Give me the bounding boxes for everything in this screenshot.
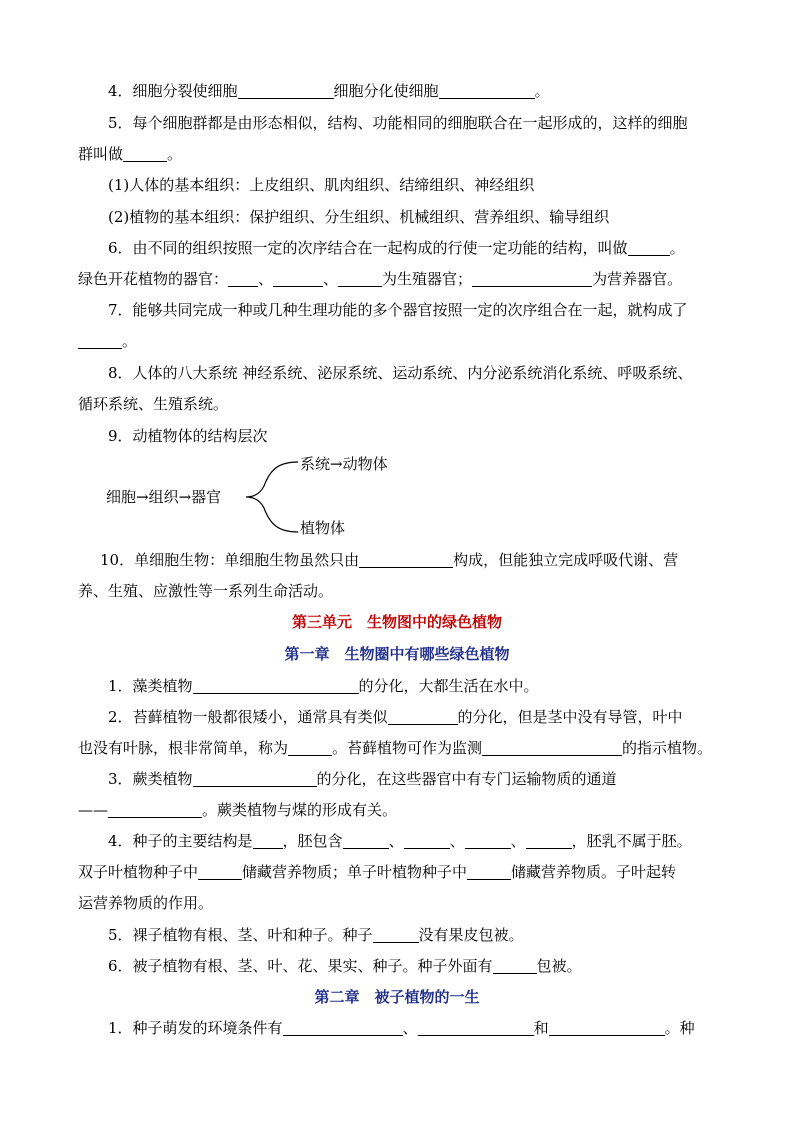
blank [439,83,535,99]
ch2-q1: 1．种子萌发的环境条件有 、 和 。种 [108,1019,695,1037]
blank [493,958,537,974]
blank [193,771,317,787]
blank [388,709,458,725]
item-10-line1: 10．单细胞生物：单细胞生物虽然只由 构成，但能独立完成呼吸代谢、营 [100,551,679,569]
blank [288,740,332,756]
blank [526,833,572,849]
blank [628,240,670,256]
item-8-line1: 8．人体的八大系统 神经系统、泌尿系统、运动系统、内分泌系统消化系统、呼吸系统、 [108,364,693,382]
ch1-q4-line1: 4．种子的主要结构是 ，胚包含 、 、 、 ，胚乳不属于胚。 [108,832,692,850]
item-6-line1: 6．由不同的组织按照一定的次序结合在一起构成的行使一定功能的结构，叫做 。 [108,239,685,257]
ch1-q3-line2: —— 。蕨类植物与煤的形成有关。 [78,801,398,819]
item-10-line2: 养、生殖、应激性等一系列生命活动。 [78,582,334,600]
item-5-line1: 5．每个细胞群都是由形态相似，结构、功能相同的细胞联合在一起形成的，这样的细胞 [108,114,688,132]
blank [467,864,511,880]
item-5-sub1: (1)人体的基本组织：上皮组织、肌肉组织、结缔组织、神经组织 [108,176,535,194]
item-6-line2: 绿色开花植物的器官： 、 、 为生殖器官； 为营养器官。 [78,270,683,288]
blank [359,552,453,568]
chapter-2-heading: 第二章 被子植物的一生 [314,988,480,1006]
item-9-title: 9．动植物体的结构层次 [108,427,268,445]
blank [228,271,258,287]
ch1-q1: 1．藻类植物 的分化，大都生活在水中。 [108,677,539,695]
brace-icon [242,452,302,544]
chapter-1-heading: 第一章 生物圈中有哪些绿色植物 [284,645,510,663]
item-8-line2: 循环系统、生殖系统。 [78,395,229,413]
blank [123,146,167,162]
ch1-q4-line3: 运营养物质的作用。 [78,894,214,912]
ch1-q6: 6．被子植物有根、茎、叶、花、果实、种子。种子外面有 包被。 [108,957,582,975]
blank [418,1020,534,1036]
blank [343,833,389,849]
item-7-line2: 。 [78,330,722,354]
ch1-q2-line1: 2．苔藓植物一般都很矮小，通常具有类似 的分化，但是茎中没有导管，叶中 [108,708,683,726]
ch1-q3-line1: 3．蕨类植物 的分化，在这些器官中有专门运输物质的通道 [108,770,617,788]
animal-path-label: 系统→动物体 [300,455,388,473]
blank [273,271,323,287]
cell-chain-label: 细胞→组织→器官 [106,488,222,506]
ch1-q4-line2: 双子叶植物种子中 储藏营养物质；单子叶植物种子中 储藏营养物质。子叶起转 [78,863,677,881]
blank [253,833,283,849]
ch1-q2-line2: 也没有叶脉，根非常简单，称为 。苔藓植物可作为监测 的指示植物。 [78,739,713,757]
blank [198,864,242,880]
structure-hierarchy-diagram [104,452,424,544]
blank [373,927,419,943]
item-7-line1: 7．能够共同完成一种或几种生理功能的多个器官按照一定的次序组合在一起，就构成了 [108,301,688,319]
item-4: 4．细胞分裂使细胞 细胞分化使细胞 。 [108,82,550,100]
ch1-q5: 5．裸子植物有根、茎、叶和种子。种子 没有果皮包被。 [108,926,524,944]
blank [465,833,511,849]
blank [238,83,334,99]
blank [193,678,359,694]
blank [472,271,592,287]
item-5-sub2: (2)植物的基本组织：保护组织、分生组织、机械组织、营养组织、输导组织 [108,208,610,226]
blank [108,802,202,818]
blank [283,1020,403,1036]
blank [338,271,382,287]
item-5-line2: 群叫做 。 [78,145,183,163]
plant-path-label: 植物体 [300,519,346,537]
blank [549,1020,665,1036]
blank [78,333,122,349]
blank [404,833,450,849]
blank [482,740,622,756]
unit-heading: 第三单元 生物图中的绿色植物 [291,613,502,631]
